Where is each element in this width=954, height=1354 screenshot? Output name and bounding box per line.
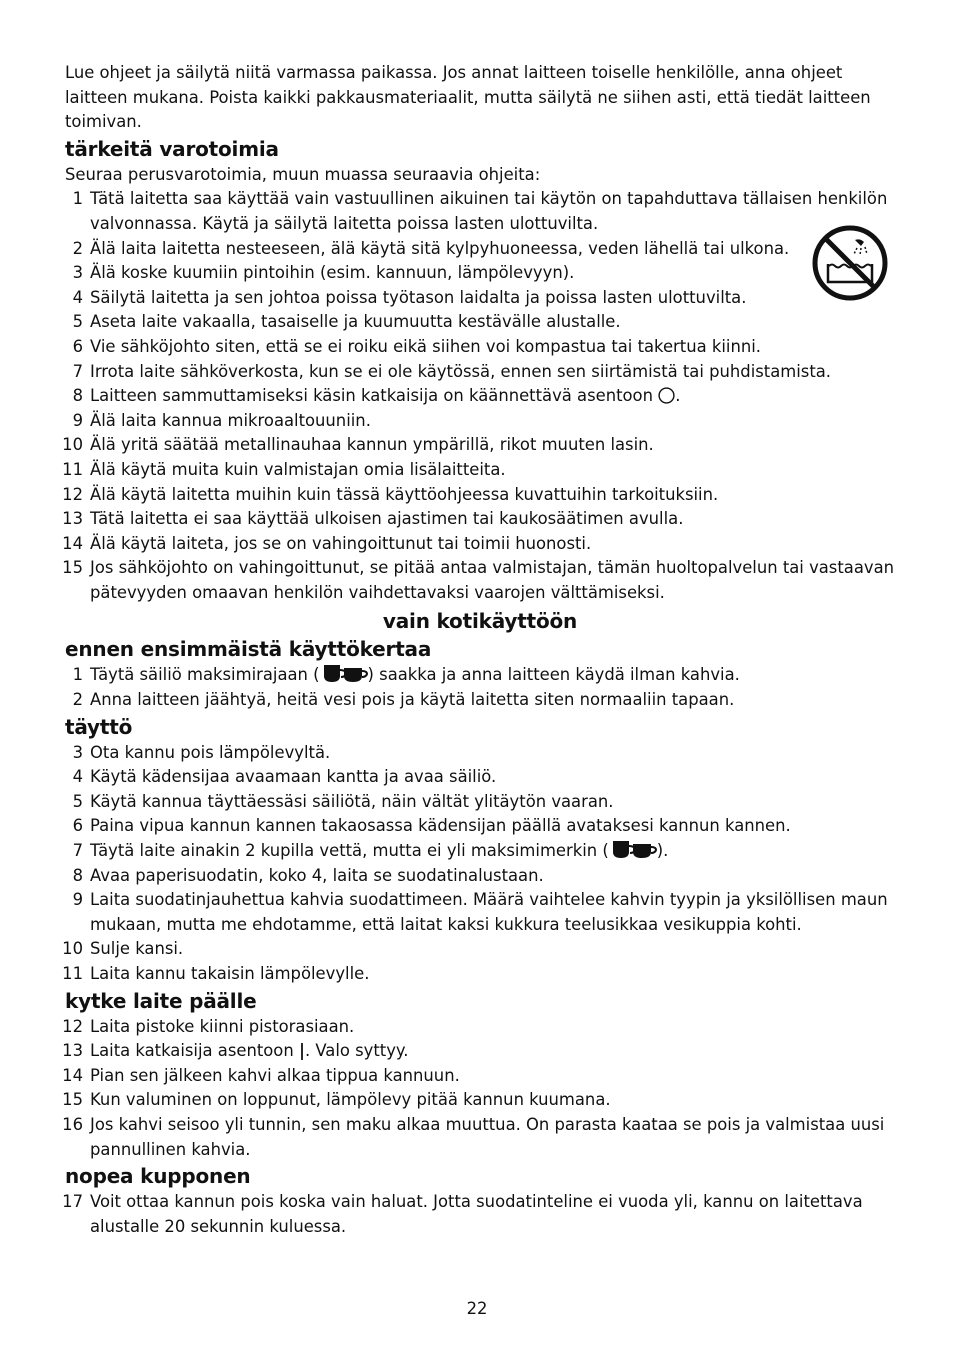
- list-item: [62, 532, 895, 557]
- home-use-heading: vain kotikäyttöön: [382, 609, 578, 634]
- item-number: 3: [72, 263, 83, 283]
- item-text: Paina vipua kannun kannen takaosassa kädensijan päällä avataksesi kannun kannen.: [90, 816, 791, 836]
- item-text: Älä yritä säätää metallinauhaa kannun ympärillä, rikot muuten lasin.: [90, 435, 654, 455]
- quick-cup-heading: nopea kupponen: [65, 1164, 251, 1189]
- quick-cup-list: [62, 1190, 895, 1239]
- item-number: 17: [62, 1192, 83, 1212]
- item-text: Tätä laitetta ei saa käyttää ulkoisen ajastimen tai kaukosäätimen avulla.: [90, 509, 684, 529]
- switch-on-symbol: |: [298, 1041, 305, 1061]
- list-item: [65, 741, 895, 766]
- item-text: Älä laita kannua mikroaaltouuniin.: [90, 410, 371, 430]
- item-text: Älä käytä laiteta, jos se on vahingoittunut tai toimii huonosti.: [90, 533, 592, 553]
- first-use-list: [65, 663, 895, 712]
- max-cups-icon: [609, 840, 657, 860]
- item-number: 1: [72, 189, 83, 209]
- item-number: 5: [72, 791, 83, 811]
- item-text: Laita pistoke kiinni pistorasiaan.: [90, 1016, 355, 1036]
- item-number: 4: [72, 287, 83, 307]
- item-number: 14: [62, 1065, 83, 1085]
- item-number: 13: [62, 509, 83, 529]
- list-item: [65, 335, 895, 360]
- item-text: Älä laita laitetta nesteeseen, älä käytä sitä kylpyhuoneessa, veden lähellä tai ulkona.: [90, 238, 790, 258]
- list-item: [62, 458, 895, 483]
- safety-list: [62, 187, 895, 605]
- item-text: Jos sähköjohto on vahingoittunut, se pitää antaa valmistajan, tämän huoltopalvelun tai vastaavan pätevyyden omaavan henkilön vaihdettavaksi vaarojen välttämiseksi.: [90, 558, 894, 602]
- item-text: Laita kannu takaisin lämpölevylle.: [90, 964, 370, 983]
- item-number: 12: [62, 484, 83, 504]
- item-text-end: ).: [656, 841, 669, 861]
- item-text: Irrota laite sähköverkosta, kun se ei ole käytössä, ennen sen siirtämistä tai puhdistamista.: [90, 361, 832, 381]
- list-item: [65, 839, 895, 864]
- list-item: [65, 864, 895, 889]
- list-item: [65, 409, 895, 434]
- list-item: [62, 937, 895, 962]
- list-item: [62, 962, 895, 987]
- item-text: Laitteen sammuttamiseksi käsin katkaisija on käännettävä asentoon: [90, 386, 653, 406]
- item-number: 8: [72, 386, 83, 406]
- item-number: 4: [72, 767, 83, 787]
- item-text-end: . Valo syttyy.: [304, 1041, 409, 1061]
- safety-lead: Seuraa perusvarotoimia, muun muassa seuraavia ohjeita:: [65, 164, 541, 184]
- item-number: 5: [72, 312, 83, 332]
- item-number: 10: [62, 939, 83, 959]
- item-text: Jos kahvi seisoo yli tunnin, sen maku alkaa muuttua. On parasta kaataa se pois ja valmistaa uusi pannullinen kahvia.: [90, 1114, 885, 1159]
- list-item: [65, 688, 895, 713]
- switch-on-list: [62, 1015, 895, 1163]
- item-text: Pian sen jälkeen kahvi alkaa tippua kannuun.: [90, 1065, 460, 1085]
- item-text: Kun valuminen on loppunut, lämpölevy pitää kannun kuumana.: [90, 1090, 611, 1110]
- item-text: Täytä säiliö maksimirajaan (: [90, 665, 320, 685]
- list-item: [65, 187, 895, 236]
- filling-heading: täyttö: [65, 714, 133, 739]
- list-item: [65, 663, 895, 688]
- item-number: 16: [62, 1114, 83, 1134]
- safety-heading: tärkeitä varotoimia: [65, 136, 279, 161]
- page-content: [62, 61, 895, 1239]
- item-number: 14: [62, 533, 83, 553]
- intro-text: Lue ohjeet ja säilytä niitä varmassa paikassa. Jos annat laitteen toiselle henkilölle, anna ohjeet laitteen mukana. Poista kaikki pakkausmateriaalit, mutta säilytä ne siihen asti, että tiedät laitteen toimivan.: [65, 63, 871, 132]
- page-number: 22: [466, 1299, 488, 1318]
- item-number: 15: [62, 1090, 83, 1110]
- item-text: Käytä kannua täyttäessäsi säiliötä, näin vältät ylitäytön vaaran.: [90, 791, 614, 811]
- item-text: Ota kannu pois lämpölevyltä.: [90, 742, 331, 762]
- max-cups-icon: [320, 664, 368, 684]
- list-item: [62, 1015, 895, 1040]
- item-number: 7: [72, 841, 83, 861]
- item-text: Laita katkaisija asentoon: [90, 1041, 294, 1061]
- item-text-end: .: [675, 386, 681, 406]
- item-number: 11: [62, 459, 83, 479]
- item-number: 15: [62, 558, 83, 578]
- list-item: [65, 237, 895, 262]
- item-number: 6: [72, 816, 83, 836]
- filling-list: [62, 741, 895, 987]
- item-number: 2: [72, 238, 83, 258]
- item-text: Aseta laite vakaalla, tasaiselle ja kuumuutta kestävälle alustalle.: [90, 312, 621, 332]
- list-item: [62, 1113, 895, 1162]
- list-item: [62, 433, 895, 458]
- item-text: Laita suodatinjauhettua kahvia suodattimeen. Määrä vaihtelee kahvin tyypin ja yksilöllisen maun mukaan, mutta me ehdotamme, että laitat kaksi kukkura teelusikkaa vesikuppia kohti.: [90, 890, 888, 934]
- item-number: 6: [72, 336, 83, 356]
- item-text: Älä käytä laitetta muihin kuin tässä käyttöohjeessa kuvattuihin tarkoituksiin.: [90, 484, 719, 504]
- item-number: 13: [62, 1041, 83, 1061]
- item-number: 3: [72, 742, 83, 762]
- item-text: Säilytä laitetta ja sen johtoa poissa työtason laidalta ja poissa lasten ulottuvilta.: [90, 287, 747, 307]
- item-text-end: ) saakka ja anna laitteen käydä ilman kahvia.: [367, 665, 740, 685]
- list-item: [65, 790, 895, 815]
- item-text: Täytä laite ainakin 2 kupilla vettä, mutta ei yli maksimimerkin (: [90, 841, 609, 861]
- list-item: [62, 483, 895, 508]
- list-item: [65, 261, 895, 286]
- item-number: 12: [62, 1016, 83, 1036]
- item-text: Sulje kansi.: [90, 939, 184, 959]
- list-item: [65, 310, 895, 335]
- list-item: [62, 1190, 895, 1239]
- list-item: [62, 1064, 895, 1089]
- item-text: Tätä laitetta saa käyttää vain vastuullinen aikuinen tai käytön on tapahduttava tällaisen henkilön valvonnassa. Käytä ja säilytä laitetta poissa lasten ulottuvilta.: [90, 189, 888, 233]
- list-item: [65, 286, 895, 311]
- list-item: [65, 384, 895, 409]
- list-item: [62, 507, 895, 532]
- list-item: [65, 814, 895, 839]
- item-number: 9: [72, 410, 83, 430]
- item-number: 1: [72, 665, 83, 685]
- item-number: 10: [62, 435, 83, 455]
- list-item: [62, 556, 895, 605]
- item-number: 11: [62, 964, 83, 983]
- switch-on-heading: kytke laite päälle: [65, 988, 257, 1013]
- item-text: Vie sähköjohto siten, että se ei roiku eikä siihen voi kompastua tai takertua kiinni.: [90, 336, 761, 356]
- item-text: Käytä kädensijaa avaamaan kantta ja avaa säiliö.: [90, 767, 497, 787]
- item-text: Voit ottaa kannun pois koska vain haluat. Jotta suodatinteline ei vuoda yli, kannu on laitettava alustalle 20 sekunnin kuluessa.: [90, 1192, 863, 1236]
- item-number: 7: [72, 361, 83, 381]
- item-text: Avaa paperisuodatin, koko 4, laita se suodatinalustaan.: [90, 865, 544, 885]
- list-item: [65, 765, 895, 790]
- list-item: [65, 360, 895, 385]
- first-use-heading: ennen ensimmäistä käyttökertaa: [65, 637, 432, 662]
- list-item: [62, 1039, 895, 1064]
- item-text: Anna laitteen jäähtyä, heitä vesi pois ja käytä laitetta siten normaaliin tapaan.: [90, 690, 735, 710]
- no-water-bath-icon: [811, 224, 889, 302]
- item-number: 8: [72, 865, 83, 885]
- item-number: 2: [72, 690, 83, 710]
- list-item: [62, 1088, 895, 1113]
- item-text: Älä koske kuumiin pintoihin (esim. kannuun, lämpölevyyn).: [90, 263, 575, 283]
- item-number: 9: [72, 890, 83, 910]
- circle-off-icon: [658, 387, 675, 404]
- list-item: [65, 888, 895, 937]
- item-text: Älä käytä muita kuin valmistajan omia lisälaitteita.: [90, 459, 506, 479]
